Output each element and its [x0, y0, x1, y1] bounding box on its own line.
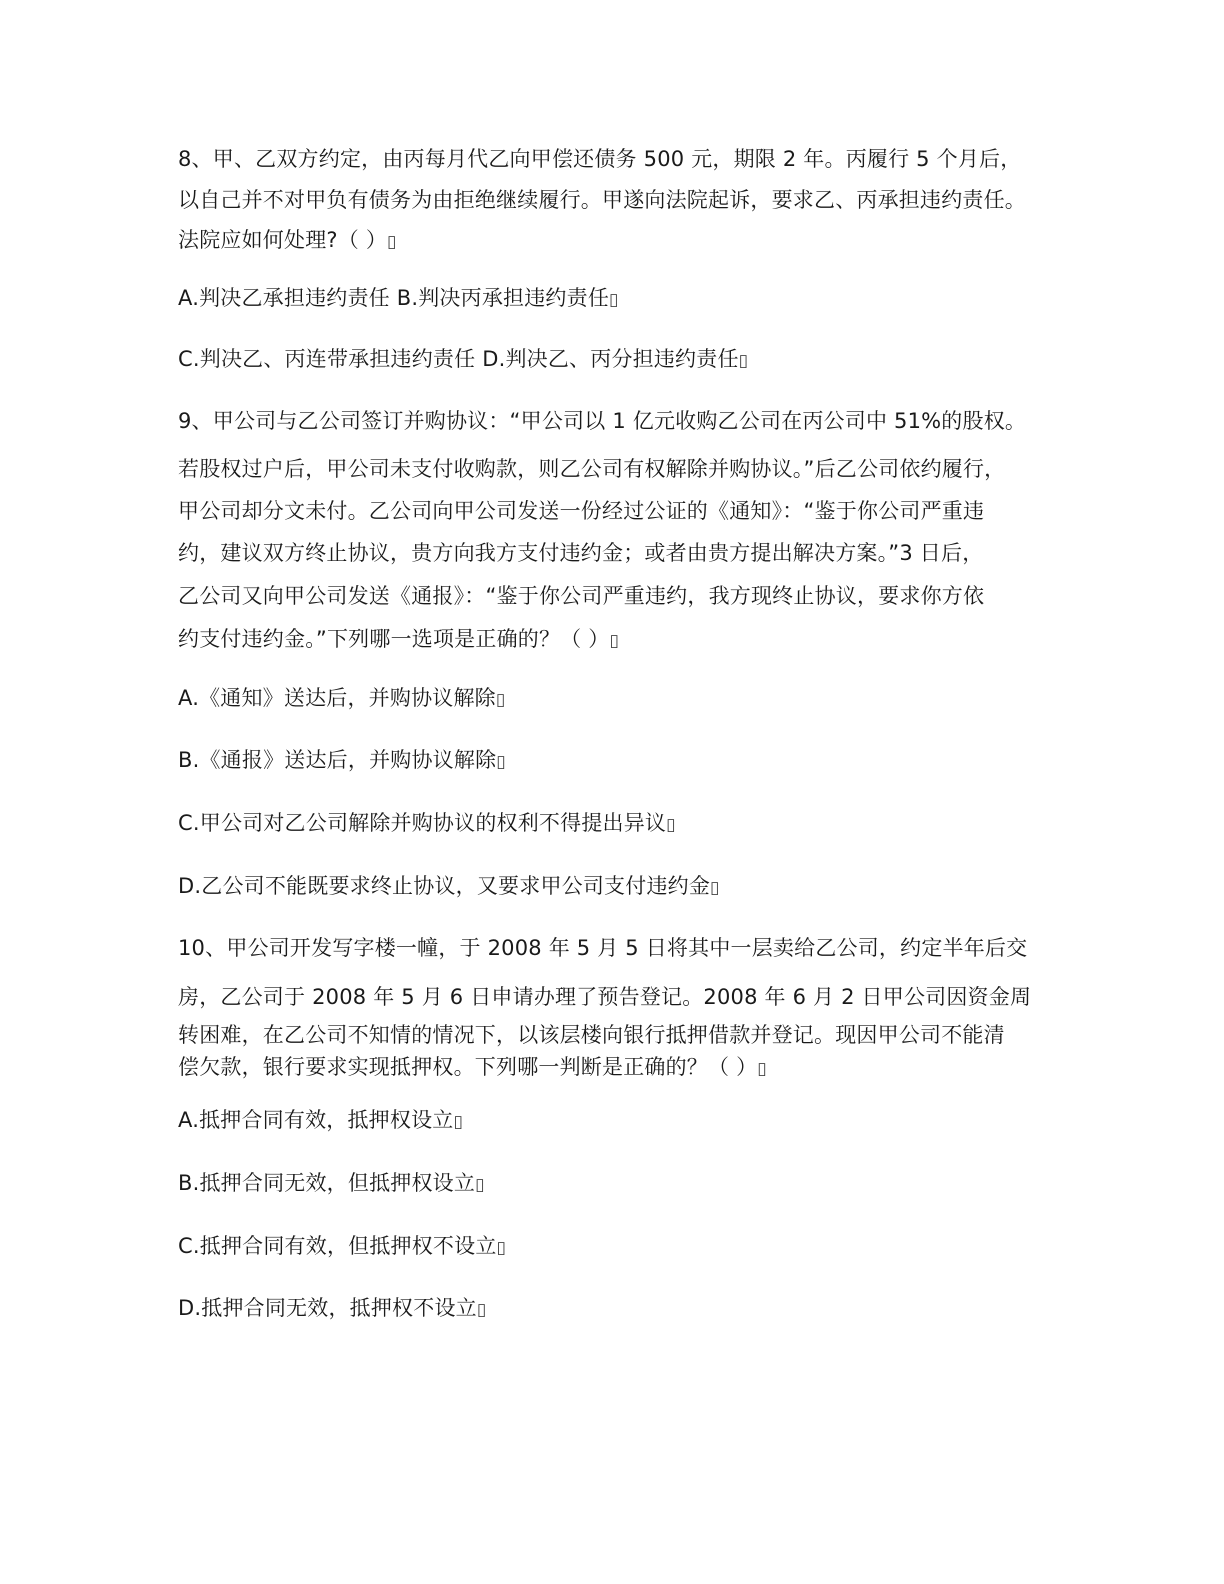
text: A.《通知》送达后，并购协议解除 — [178, 686, 496, 710]
paragraph-mark: ▯ — [387, 232, 397, 252]
question-8-stem-line-3 — [178, 226, 1058, 256]
paragraph-mark: ▯ — [496, 1238, 507, 1258]
paragraph-mark: ▯ — [666, 815, 676, 835]
text: C.判决乙、丙连带承担违约责任 D.判决乙、丙分担违约责任 — [178, 347, 739, 371]
question-9-stem-line-6 — [178, 625, 1058, 655]
question-10-option-b — [178, 1169, 1058, 1199]
text: 法院应如何处理?（ ） — [178, 228, 388, 252]
paragraph-mark: ▯ — [476, 1300, 487, 1320]
text: 偿欠款，银行要求实现抵押权。下列哪一判断是正确的？（ ） — [178, 1055, 758, 1079]
paragraph-mark: ▯ — [609, 290, 619, 310]
text: D.乙公司不能既要求终止协议，又要求甲公司支付违约金 — [178, 874, 711, 898]
question-9-option-d — [178, 872, 1058, 902]
question-8-stem-line-1: 8、甲、乙双方约定，由丙每月代乙向甲偿还债务 500 元，期限 2 年。丙履行 5 个月后， — [178, 147, 1022, 171]
question-10-option-c — [178, 1232, 1058, 1262]
question-10-stem-line-1: 10、甲公司开发写字楼一幢，于 2008 年 5 月 5 日将其中一层卖给乙公司，约定半年后交 — [178, 936, 1028, 960]
paragraph-mark: ▯ — [757, 1059, 767, 1079]
question-10-option-a — [178, 1106, 1058, 1136]
question-9-option-a — [178, 684, 1058, 714]
text: A.抵押合同有效，抵押权设立 — [178, 1108, 454, 1132]
text: D.抵押合同无效，抵押权不设立 — [178, 1296, 477, 1320]
question-10-stem-line-4 — [178, 1053, 1058, 1083]
paragraph-mark: ▯ — [495, 690, 506, 710]
question-10-stem-line-3: 转困难，在乙公司不知情的情况下，以该层楼向银行抵押借款并登记。现因甲公司不能清 — [178, 1023, 1005, 1047]
question-9-option-c — [178, 809, 1058, 839]
question-9-stem-line-4: 约，建议双方终止协议，贵方向我方支付违约金；或者由贵方提出解决方案。”3 日后， — [178, 541, 984, 565]
question-8-stem-line-2: 以自己并不对甲负有债务为由拒绝继续履行。甲遂向法院起诉，要求乙、丙承担违约责任。 — [178, 188, 1026, 212]
question-8-option-line-1 — [178, 284, 1058, 314]
question-10-stem-line-2: 房，乙公司于 2008 年 5 月 6 日申请办理了预告登记。2008 年 6 月 2 日甲公司因资金周 — [178, 985, 1032, 1009]
question-9-stem-line-2: 若股权过户后，甲公司未支付收购款，则乙公司有权解除并购协议。”后乙公司依约履行， — [178, 457, 1006, 481]
question-9-stem-line-5: 乙公司又向甲公司发送《通报》：“鉴于你公司严重违约，我方现终止协议，要求你方依 — [178, 584, 985, 608]
paragraph-mark: ▯ — [496, 752, 506, 772]
question-9-option-b — [178, 746, 1058, 776]
paragraph-mark: ▯ — [609, 631, 620, 651]
paragraph-mark: ▯ — [738, 351, 749, 371]
text: C.抵押合同有效，但抵押权不设立 — [178, 1234, 497, 1258]
question-10-option-d — [178, 1294, 1058, 1324]
paragraph-mark: ▯ — [453, 1112, 464, 1132]
question-8-option-line-2 — [178, 345, 1058, 375]
text: B.《通报》送达后，并购协议解除 — [178, 748, 497, 772]
text: A.判决乙承担违约责任 B.判决丙承担违约责任 — [178, 286, 610, 310]
text: 约支付违约金。”下列哪一选项是正确的？（ ） — [178, 627, 610, 651]
paragraph-mark: ▯ — [710, 878, 720, 898]
paragraph-mark: ▯ — [475, 1175, 485, 1195]
question-9-stem-line-3: 甲公司却分文未付。乙公司向甲公司发送一份经过公证的《通知》：“鉴于你公司严重违 — [178, 499, 985, 523]
question-9-stem-line-1: 9、甲公司与乙公司签订并购协议：“甲公司以 1 亿元收购乙公司在丙公司中 51%的股权。 — [178, 409, 1027, 433]
text: C.甲公司对乙公司解除并购协议的权利不得提出异议 — [178, 811, 667, 835]
text: B.抵押合同无效，但抵押权设立 — [178, 1171, 476, 1195]
